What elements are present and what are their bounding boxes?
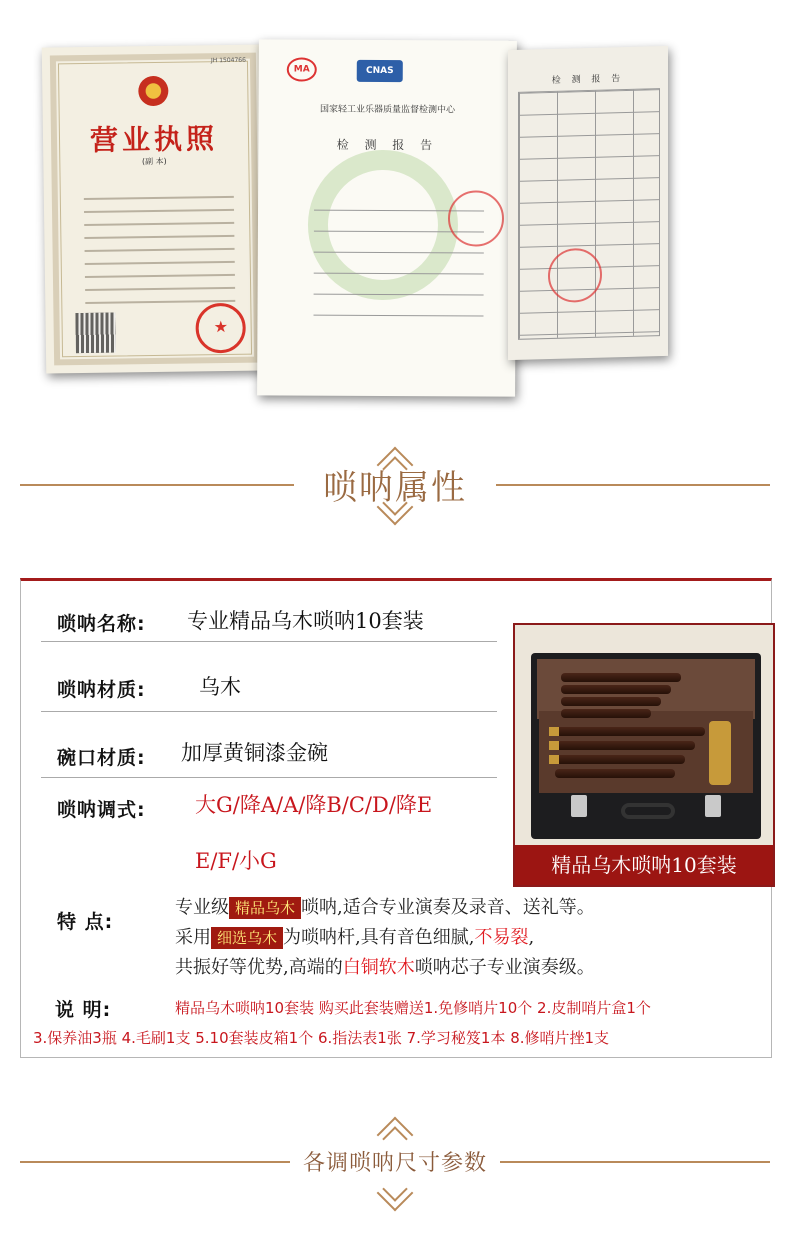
desc-label: 说 明: — [55, 999, 112, 1021]
tag-premium-ebony: 精品乌木 — [229, 897, 301, 919]
cnas-logo: CNAS — [357, 60, 403, 82]
section-title: 唢呐属性 — [323, 468, 467, 508]
attribute-panel — [20, 578, 772, 1058]
bowl-value: 加厚黄铜漆金碗 — [181, 741, 328, 765]
name-label: 唢呐名称: — [57, 613, 146, 635]
size-section-header — [0, 1110, 790, 1247]
business-license-image — [42, 44, 269, 373]
license-title: 营业执照 — [89, 122, 219, 157]
instrument-case-image — [531, 653, 761, 839]
key-label: 唢呐调式: — [57, 799, 146, 821]
report-page-title: 检 测 报 告 — [551, 74, 625, 86]
material-value: 乌木 — [199, 675, 241, 699]
certificate-photos — [0, 0, 790, 420]
test-report-image — [257, 39, 517, 396]
ma-logo: MA — [287, 57, 317, 81]
divider — [41, 777, 497, 778]
product-photo — [513, 623, 775, 887]
material-label: 唢呐材质: — [57, 679, 146, 701]
key-value-line2: E/F/小G — [195, 849, 277, 873]
report-table-image — [508, 46, 668, 360]
report-title: 检 测 报 告 — [336, 137, 439, 153]
divider — [41, 641, 497, 642]
desc-line-1: 精品乌木唢呐10套装 购买此套装赠送1.免修哨片10个 2.皮制哨片盒1个 — [175, 999, 651, 1017]
key-value-line1: 大G/降A/A/降B/C/D/降E — [195, 793, 433, 817]
feature-label: 特 点: — [57, 911, 114, 933]
report-header: 国家轻工业乐器质量监督检测中心 — [320, 104, 456, 116]
name-value: 专业精品乌木唢呐10套装 — [187, 609, 424, 633]
desc-line-2: 3.保养油3瓶 4.毛刷1支 5.10套装皮箱1个 6.指法表1张 7.学习秘笈1本 8.修哨片挫1支 — [33, 1029, 610, 1047]
license-number: JH 1504766 — [210, 56, 246, 65]
feature-line-2: 采用 细选乌木 为唢呐杆,具有音色细腻,不易裂, — [175, 927, 535, 948]
feature-line-3: 共振好等优势,高端的白铜软木唢呐芯子专业演奏级。 — [175, 957, 595, 978]
feature-line-1: 专业级 精品乌木 唢呐,适合专业演奏及录音、送礼等。 — [175, 897, 595, 918]
license-subtitle: (副 本) — [141, 156, 167, 167]
photo-caption: 精品乌木唢呐10套装 — [515, 845, 773, 885]
section-header — [0, 446, 790, 526]
size-section-title: 各调唢呐尺寸参数 — [302, 1151, 487, 1176]
red-stamp-icon — [448, 190, 504, 246]
divider — [41, 711, 497, 712]
bowl-label: 碗口材质: — [57, 747, 146, 769]
tag-selected-ebony: 细选乌木 — [211, 927, 283, 949]
qr-code-icon — [75, 313, 116, 354]
